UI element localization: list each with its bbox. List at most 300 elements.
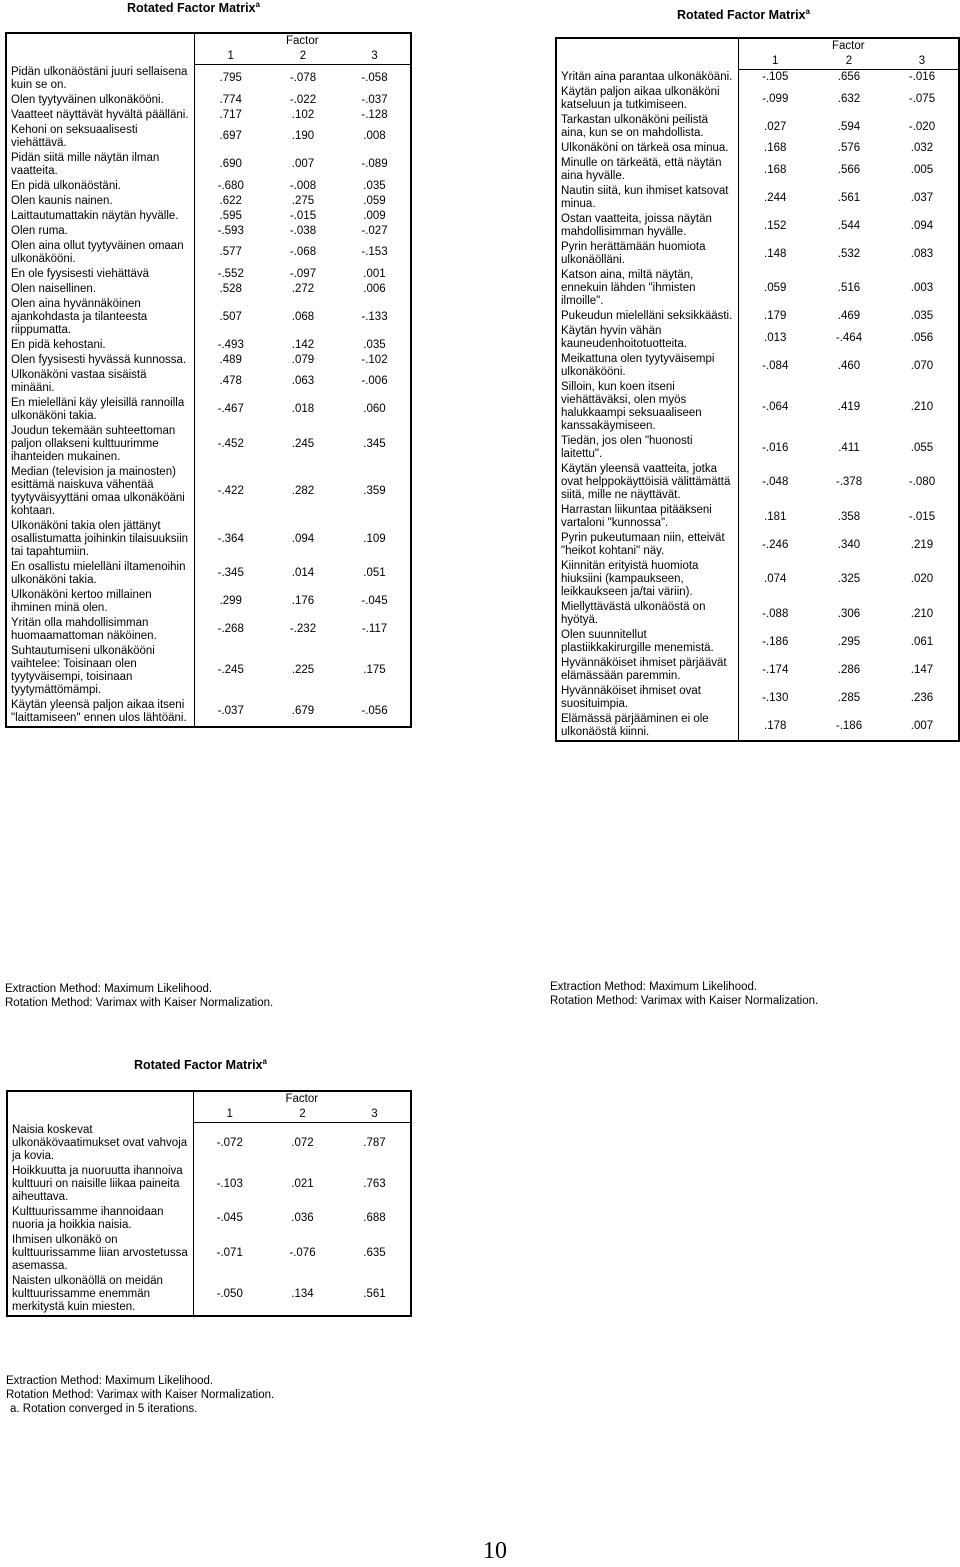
loading-factor-1: .152 — [764, 219, 787, 232]
row-label: Naisten ulkonäöllä on meidän kulttuurissamme enemmän merkitystä kuin miesten. — [7, 1274, 193, 1316]
row-label: Nautin siitä, kun ihmiset katsovat minua. — [556, 184, 738, 212]
loading-factor-2: .094 — [291, 532, 315, 545]
loading-factor-1: .595 — [219, 209, 242, 222]
row-label: Pyrin pukeutumaan niin, etteivät "heikot kohtani" näy. — [556, 531, 738, 559]
table-row — [556, 309, 959, 324]
loading-factor-3: -.117 — [339, 616, 411, 644]
column-header-1: 1 — [194, 49, 267, 65]
loading-factor-2: .632 — [837, 92, 861, 105]
loading-factor-3: .175 — [339, 644, 411, 698]
loading-factor-2: -.464 — [835, 331, 863, 344]
row-label: Käytän paljon aikaa ulkonäköni katseluun ja tutkimiseen. — [556, 85, 738, 113]
loading-factor-2: .325 — [837, 573, 861, 585]
row-label: Olen ruma. — [6, 224, 194, 239]
row-label: Miellyttävästä ulkonäöstä on hyötyä. — [556, 600, 738, 628]
loading-factor-1: -.452 — [217, 437, 244, 450]
loading-factor-1: -.246 — [762, 538, 789, 551]
table-row — [7, 1274, 411, 1316]
loading-factor-3: .006 — [339, 282, 411, 297]
loading-factor-3: .070 — [886, 352, 959, 380]
table-row — [556, 434, 959, 462]
loading-factor-3: .003 — [886, 268, 959, 309]
table-row — [6, 297, 411, 338]
table-row — [6, 519, 411, 560]
loading-factor-2: .358 — [837, 510, 861, 523]
loading-factor-3: -.056 — [339, 698, 411, 727]
row-label: Olen fyysisesti hyvässä kunnossa. — [6, 353, 194, 368]
row-label: Hoikkuutta ja nuoruutta ihannoiva kulttuuri on naisille liikaa paineita aiheuttava. — [7, 1164, 193, 1205]
loading-factor-2: .419 — [837, 400, 861, 413]
loading-factor-1: .299 — [219, 595, 242, 607]
loading-factor-2: .656 — [837, 71, 861, 83]
factor-header: Factor — [193, 1091, 411, 1107]
table-row — [6, 108, 411, 123]
loading-factor-1: -.048 — [762, 476, 789, 488]
loading-factor-3: .147 — [886, 656, 959, 684]
loading-factor-3: .060 — [339, 396, 411, 424]
row-label: Pidän siitä mille näytän ilman vaatteita. — [6, 151, 194, 179]
row-label: En pidä kehostani. — [6, 338, 194, 353]
loading-factor-3: .020 — [886, 559, 959, 600]
column-header-2: 2 — [267, 49, 339, 65]
table1-title: Rotated Factor Matrix$^a$ — [127, 0, 260, 16]
table-row — [7, 1164, 411, 1205]
table-note: Extraction Method: Maximum Likelihood. — [6, 1375, 214, 1387]
row-label: Pyrin herättämään huomiota ulkonäölläni. — [556, 240, 738, 268]
loading-factor-2: .142 — [291, 338, 315, 351]
column-header-2: 2 — [812, 54, 886, 70]
loading-factor-3: .688 — [339, 1205, 411, 1233]
loading-factor-3: -.133 — [339, 297, 411, 338]
loading-factor-1: .478 — [219, 375, 242, 387]
loading-factor-3: -.075 — [886, 85, 959, 113]
loading-factor-1: -.071 — [216, 1246, 243, 1259]
loading-factor-2: .544 — [837, 219, 861, 232]
loading-factor-1: -.084 — [762, 359, 789, 372]
loading-factor-2: .282 — [291, 485, 315, 497]
row-label: Olen aina ollut tyytyväinen omaan ulkonäkööni. — [6, 239, 194, 267]
row-label: Vaatteet näyttävät hyvältä päälläni. — [6, 108, 194, 123]
table-row — [556, 600, 959, 628]
table-note: Extraction Method: Maximum Likelihood. — [5, 983, 213, 995]
row-label: Ulkonäköni takia olen jättänyt osallistumatta joihinkin tilaisuuksiin tai tapahtumiin. — [6, 519, 194, 560]
loading-factor-2: .469 — [837, 310, 861, 322]
loading-factor-3: .210 — [886, 380, 959, 434]
loading-factor-2: .018 — [291, 403, 315, 415]
loading-factor-1: .489 — [219, 353, 242, 366]
table-row — [556, 656, 959, 684]
table-row — [6, 588, 411, 616]
loading-factor-1: -.045 — [216, 1212, 243, 1224]
table3-notes — [6, 1374, 274, 1416]
loading-factor-1: -.552 — [217, 267, 244, 280]
loading-factor-3: .059 — [339, 194, 411, 209]
loading-factor-1: .027 — [764, 120, 787, 133]
row-label: Ostan vaatteita, joissa näytän mahdollisimman hyvälle. — [556, 212, 738, 240]
loading-factor-1: .795 — [219, 72, 242, 85]
row-label: Suhtautumiseni ulkonäkööni vaihtelee: Toisinaan olen tyytyväisempi, toisinaan tyytymättömämpi. — [6, 644, 194, 698]
table-row — [6, 151, 411, 179]
table-row — [6, 179, 411, 194]
loading-factor-1: -.268 — [217, 623, 244, 635]
loading-factor-3: .094 — [886, 212, 959, 240]
header-corner — [556, 38, 738, 70]
loading-factor-2: .014 — [291, 567, 315, 579]
row-label: Pidän ulkonäöstäni juuri sellaisena kuin se on. — [6, 65, 194, 93]
loading-factor-3: .359 — [339, 465, 411, 519]
table-row — [556, 240, 959, 268]
loading-factor-1: .179 — [764, 310, 787, 322]
table-row — [556, 352, 959, 380]
loading-factor-3: .035 — [339, 179, 411, 194]
row-label: Hyvännäköiset ihmiset ovat suosituimpia. — [556, 684, 738, 712]
table-row — [7, 1233, 411, 1274]
table-note: Rotation Method: Varimax with Kaiser Normalization. — [6, 1389, 275, 1401]
column-header-1: 1 — [193, 1107, 266, 1123]
loading-factor-1: -.680 — [217, 179, 244, 192]
table-row — [6, 353, 411, 368]
row-label: Tiedän, jos olen "huonosti laitettu". — [556, 434, 738, 462]
table3-title: Rotated Factor Matrix$^a$ — [134, 1057, 267, 1073]
column-header-1: 1 — [738, 54, 812, 70]
loading-factor-2: .679 — [267, 698, 339, 727]
loading-factor-2: .225 — [291, 664, 315, 676]
loading-factor-2: .021 — [291, 1177, 314, 1190]
row-label: Käytän hyvin vähän kauneudenhoitotuotteita. — [556, 324, 738, 352]
loading-factor-2: -.008 — [289, 179, 317, 192]
row-label: Ulkonäköni on tärkeä osa minua. — [556, 141, 738, 156]
row-label: Elämässä pärjääminen ei ole ulkonäöstä kiinni. — [556, 712, 738, 741]
table-row — [556, 628, 959, 656]
loading-factor-2: -.038 — [289, 224, 317, 237]
loading-factor-3: .056 — [886, 324, 959, 352]
loading-factor-2: .306 — [837, 607, 861, 620]
loading-factor-2: .134 — [266, 1274, 339, 1316]
table-row — [7, 1123, 411, 1164]
row-label: Ulkonäköni kertoo millainen ihminen minä olen. — [6, 588, 194, 616]
loading-factor-3: .083 — [886, 240, 959, 268]
table-row — [556, 324, 959, 352]
loading-factor-2: .566 — [837, 163, 861, 176]
loading-factor-1: .178 — [738, 712, 812, 741]
table-row — [6, 282, 411, 297]
loading-factor-3: -.037 — [339, 93, 411, 108]
table-note: a. Rotation converged in 5 iterations. — [10, 1403, 198, 1415]
loading-factor-3: -.058 — [339, 65, 411, 93]
loading-factor-2: .079 — [291, 353, 315, 366]
row-label: En ole fyysisesti viehättävä — [6, 267, 194, 282]
table-row — [556, 85, 959, 113]
loading-factor-1: .148 — [764, 247, 787, 260]
row-label: Harrastan liikuntaa pitääkseni vartaloni "kunnossa". — [556, 503, 738, 531]
loading-factor-2: -.022 — [289, 93, 317, 106]
row-label: En mielelläni käy yleisillä rannoilla ulkonäköni takia. — [6, 396, 194, 424]
loading-factor-1: .181 — [764, 510, 787, 523]
table-row — [6, 194, 411, 209]
table1-body — [6, 33, 411, 727]
table-row — [6, 93, 411, 108]
table-row — [6, 465, 411, 519]
loading-factor-3: .007 — [886, 712, 959, 741]
loading-factor-3: -.102 — [339, 353, 411, 368]
table-row — [6, 616, 411, 644]
loading-factor-1: .528 — [219, 282, 242, 295]
row-label: Käytän yleensä vaatteita, jotka ovat helppokäyttöisiä välittämättä siitä, mille ne näyttävät. — [556, 462, 738, 503]
loading-factor-1: -.037 — [194, 698, 267, 727]
loading-factor-3: .051 — [339, 560, 411, 588]
loading-factor-3: .001 — [339, 267, 411, 282]
loading-factor-1: -.493 — [217, 338, 244, 351]
loading-factor-1: -.467 — [217, 403, 244, 415]
row-label: Median (television ja mainosten) esittämä naiskuva vähentää tyytyväisyyttäni omaa ulkonäköäni kohtaan. — [6, 465, 194, 519]
loading-factor-3: -.153 — [339, 239, 411, 267]
loading-factor-1: .622 — [219, 194, 242, 207]
loading-factor-1: .717 — [219, 108, 242, 121]
table-row — [6, 338, 411, 353]
loading-factor-1: -.130 — [762, 691, 789, 704]
loading-factor-2: .036 — [291, 1212, 314, 1224]
row-label: Käytän yleensä paljon aikaa itseni "laittamiseen" ennen ulos lähtöäni. — [6, 698, 194, 727]
loading-factor-2: .561 — [837, 191, 861, 204]
header-factor-row — [6, 33, 411, 49]
table-note: Rotation Method: Varimax with Kaiser Normalization. — [550, 995, 819, 1007]
loading-factor-3: .210 — [886, 600, 959, 628]
row-label: Olen kaunis nainen. — [6, 194, 194, 209]
table-row — [556, 184, 959, 212]
loading-factor-2: .295 — [837, 635, 861, 648]
loading-factor-3: -.027 — [339, 224, 411, 239]
row-label: Laittautumattakin näytän hyvälle. — [6, 209, 194, 224]
table-row — [556, 212, 959, 240]
loading-factor-3: -.016 — [886, 70, 959, 86]
loading-factor-2: -.378 — [835, 476, 863, 488]
table-row — [556, 156, 959, 184]
loading-factor-1: .507 — [219, 310, 242, 323]
loading-factor-2: .532 — [837, 247, 861, 260]
loading-factor-3: .005 — [886, 156, 959, 184]
page-number: 10 — [483, 1538, 507, 1564]
row-label: Olen aina hyvännäköinen ajankohdasta ja tilanteesta riippumatta. — [6, 297, 194, 338]
loading-factor-3: -.006 — [339, 368, 411, 396]
loading-factor-1: -.016 — [762, 441, 789, 454]
table-row — [556, 141, 959, 156]
loading-factor-3: .009 — [339, 209, 411, 224]
loading-factor-2: -.068 — [289, 246, 317, 258]
loading-factor-3: .055 — [886, 434, 959, 462]
loading-factor-1: .774 — [219, 93, 242, 106]
loading-factor-2: .007 — [291, 158, 315, 170]
table-note: Rotation Method: Varimax with Kaiser Normalization. — [5, 997, 274, 1009]
row-label: Yritän olla mahdollisimman huomaamattoman näköinen. — [6, 616, 194, 644]
table-row — [6, 368, 411, 396]
row-label: Meikattuna olen tyytyväisempi ulkonäkööni. — [556, 352, 738, 380]
loading-factor-1: -.064 — [762, 400, 789, 413]
table-row — [556, 559, 959, 600]
column-header-2: 2 — [266, 1107, 339, 1123]
table3-body — [7, 1091, 411, 1316]
loading-factor-1: -.186 — [762, 635, 789, 648]
row-label: Silloin, kun koen itseni viehättäväksi, olen myös halukkaampi seksuaaliseen kanssakäymiseen. — [556, 380, 738, 434]
loading-factor-3: .635 — [339, 1233, 411, 1274]
loading-factor-1: .013 — [764, 331, 787, 344]
loading-factor-1: -.364 — [217, 532, 244, 545]
table-row — [556, 503, 959, 531]
row-label: Katson aina, miltä näytän, ennekuin lähden "ihmisten ilmoille". — [556, 268, 738, 309]
loading-factor-2: .190 — [291, 130, 315, 142]
row-label: Naisia koskevat ulkonäkövaatimukset ovat vahvoja ja kovia. — [7, 1123, 193, 1164]
table-row — [556, 70, 959, 86]
loading-factor-2: .411 — [838, 441, 860, 454]
rotated-factor-matrix-table-2 — [555, 37, 960, 742]
loading-factor-2: -.232 — [289, 623, 317, 635]
loading-factor-3: -.045 — [339, 588, 411, 616]
row-label: Kiinnitän erityistä huomiota hiuksiini (kampaukseen, leikkaukseen ja/tai väriin). — [556, 559, 738, 600]
row-label: Olen naisellinen. — [6, 282, 194, 297]
factor-header: Factor — [194, 33, 411, 49]
table-row — [6, 396, 411, 424]
loading-factor-2: .272 — [291, 282, 315, 295]
table-row — [6, 644, 411, 698]
loading-factor-2: -.076 — [289, 1246, 316, 1259]
loading-factor-3: .763 — [339, 1164, 411, 1205]
row-label: Joudun tekemään suhteettoman paljon ollakseni kulttuurimme ihanteiden mukainen. — [6, 424, 194, 465]
row-label: En osallistu mielelläni iltamenoihin ulkonäköni takia. — [6, 560, 194, 588]
loading-factor-3: -.015 — [886, 503, 959, 531]
loading-factor-3: .236 — [886, 684, 959, 712]
loading-factor-2: .516 — [837, 282, 861, 294]
column-header-3: 3 — [339, 49, 411, 65]
row-label: Ihmisen ulkonäkö on kulttuurissamme liian arvostetussa asemassa. — [7, 1233, 193, 1274]
loading-factor-3: .109 — [339, 519, 411, 560]
loading-factor-1: .697 — [219, 130, 242, 142]
loading-factor-2: .068 — [291, 310, 315, 323]
row-label: Olen tyytyväinen ulkonäkööni. — [6, 93, 194, 108]
loading-factor-3: .035 — [339, 338, 411, 353]
table1-notes — [5, 982, 273, 1010]
loading-factor-1: -.099 — [762, 92, 789, 105]
loading-factor-2: .275 — [291, 194, 315, 207]
table-row — [6, 424, 411, 465]
loading-factor-2: .063 — [291, 375, 315, 387]
loading-factor-3: .032 — [886, 141, 959, 156]
row-label: Tarkastan ulkonäköni peilistä aina, kun se on mahdollista. — [556, 113, 738, 141]
loading-factor-2: -.186 — [812, 712, 886, 741]
loading-factor-1: -.050 — [193, 1274, 266, 1316]
row-label: Ulkonäköni vastaa sisäistä minääni. — [6, 368, 194, 396]
loading-factor-1: -.422 — [217, 485, 244, 497]
loading-factor-3: -.080 — [886, 462, 959, 503]
table-row — [556, 380, 959, 434]
loading-factor-3: -.128 — [339, 108, 411, 123]
loading-factor-1: .059 — [764, 282, 787, 294]
table-row — [6, 560, 411, 588]
loading-factor-3: .219 — [886, 531, 959, 559]
table-row — [6, 698, 411, 727]
loading-factor-1: .074 — [764, 573, 787, 585]
loading-factor-2: -.078 — [289, 72, 317, 85]
loading-factor-2: .340 — [837, 538, 861, 551]
row-label: Minulle on tärkeätä, että näytän aina hyvälle. — [556, 156, 738, 184]
table-row — [556, 268, 959, 309]
table-row — [556, 113, 959, 141]
loading-factor-3: .345 — [339, 424, 411, 465]
table-row — [6, 123, 411, 151]
loading-factor-1: .168 — [764, 142, 787, 154]
loading-factor-1: -.105 — [762, 71, 789, 83]
row-label: En pidä ulkonäöstäni. — [6, 179, 194, 194]
loading-factor-3: .008 — [339, 123, 411, 151]
loading-factor-2: .102 — [291, 108, 315, 121]
loading-factor-1: -.593 — [217, 224, 244, 237]
table-row — [7, 1205, 411, 1233]
row-label: Hyvännäköiset ihmiset pärjäävät elämässään paremmin. — [556, 656, 738, 684]
header-corner — [6, 33, 194, 65]
loading-factor-3: -.020 — [886, 113, 959, 141]
table-note: Extraction Method: Maximum Likelihood. — [550, 981, 758, 993]
loading-factor-2: .460 — [837, 359, 861, 372]
loading-factor-2: -.097 — [289, 267, 317, 280]
table-row — [556, 684, 959, 712]
loading-factor-2: .594 — [837, 120, 861, 133]
loading-factor-2: .286 — [837, 663, 861, 676]
table-row — [556, 712, 959, 741]
rotated-factor-matrix-table-1 — [5, 32, 412, 728]
loading-factor-1: .690 — [219, 158, 242, 170]
loading-factor-1: .168 — [764, 163, 787, 176]
loading-factor-1: .577 — [219, 246, 242, 258]
table-row — [6, 65, 411, 93]
table-row — [556, 462, 959, 503]
loading-factor-1: -.245 — [217, 664, 244, 676]
header-corner — [7, 1091, 193, 1123]
loading-factor-3: .037 — [886, 184, 959, 212]
row-label: Kehoni on seksuaalisesti viehättävä. — [6, 123, 194, 151]
table2-title: Rotated Factor Matrix$^a$ — [677, 7, 810, 23]
row-label: Yritän aina parantaa ulkonäköäni. — [556, 70, 738, 86]
loading-factor-2: .285 — [837, 691, 861, 704]
column-header-3: 3 — [886, 54, 959, 70]
table-row — [6, 224, 411, 239]
table2-body — [556, 38, 959, 741]
loading-factor-1: -.088 — [762, 607, 789, 620]
loading-factor-3: -.089 — [339, 151, 411, 179]
table-row — [556, 531, 959, 559]
header-factor-row — [7, 1091, 411, 1107]
table-row — [6, 239, 411, 267]
loading-factor-1: -.103 — [216, 1177, 243, 1190]
loading-factor-2: .176 — [291, 595, 315, 607]
rotated-factor-matrix-table-3 — [6, 1090, 412, 1317]
column-header-3: 3 — [339, 1107, 411, 1123]
loading-factor-3: .061 — [886, 628, 959, 656]
table2-notes — [550, 980, 818, 1008]
loading-factor-1: -.174 — [762, 663, 789, 676]
loading-factor-1: -.345 — [217, 567, 244, 579]
table-row — [6, 209, 411, 224]
loading-factor-2: -.015 — [289, 209, 317, 222]
header-factor-row — [556, 38, 959, 54]
row-label: Olen suunnitellut plastiikkakirurgille menemistä. — [556, 628, 738, 656]
loading-factor-3: .787 — [339, 1123, 411, 1164]
loading-factor-3: .035 — [886, 309, 959, 324]
row-label: Pukeudun mielelläni seksikkäästi. — [556, 309, 738, 324]
table-row — [6, 267, 411, 282]
loading-factor-3: .561 — [339, 1274, 411, 1316]
row-label: Kulttuurissamme ihannoidaan nuoria ja hoikkia naisia. — [7, 1205, 193, 1233]
factor-header: Factor — [738, 38, 959, 54]
loading-factor-2: .245 — [291, 437, 315, 450]
loading-factor-2: .576 — [837, 142, 861, 154]
